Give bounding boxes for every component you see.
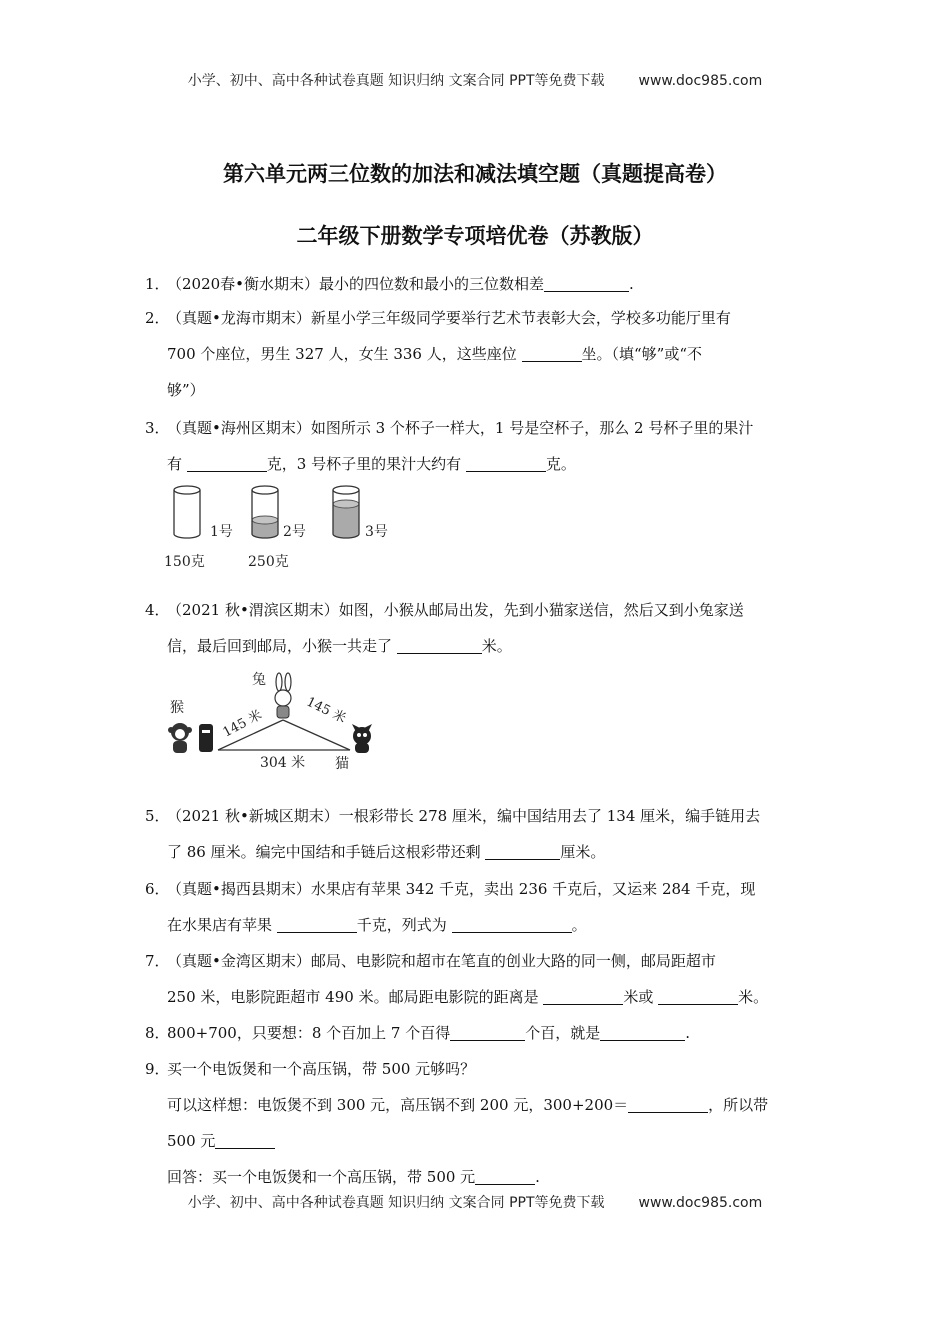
cup-3-label: 3号 [365,524,388,540]
rabbit-icon [275,673,291,718]
question-8: 8．800+700，只要想：8 个百加上 7 个百得 个百，就是 . [145,1024,691,1042]
cat-icon [352,724,372,753]
question-6: 6．（真题•揭西县期末）水果店有苹果 342 千克，卖出 236 千克后，又运来 284 千克，现 在水果店有苹果 千克，列式为 。 [145,880,756,934]
cups-figure [160,482,400,574]
answer-blank[interactable] [485,843,560,860]
answer-blank[interactable] [475,1168,535,1185]
answer-blank[interactable] [544,275,629,292]
header-site-link[interactable]: www.doc985.com [638,73,763,89]
answer-blank[interactable] [543,988,623,1005]
question-7: 7．（真题•金湾区期末）邮局、电影院和超市在笔直的创业大路的同一侧，邮局距超市 250 米，电影院距超市 490 米。邮局距电影院的距离是 米或 米。 [145,952,769,1006]
document-title: 第六单元两三位数的加法和减法填空题（真题提高卷） [223,162,727,186]
answer-blank[interactable] [658,988,738,1005]
footer-text: 小学、初中、高中各种试卷真题 知识归纳 文案合同 PPT等免费下载 [187,1195,605,1211]
cat-label: 猫 [335,756,349,772]
header-text: 小学、初中、高中各种试卷真题 知识归纳 文案合同 PPT等免费下载 [187,73,605,89]
page-header [0,70,950,90]
question-4: 4．（2021 秋•渭滨区期末）如图，小猴从邮局出发，先到小猫家送信，然后又到小兔家送 信，最后回到邮局，小猴一共走了 米。 [145,601,744,655]
distance-post-cat: 304 米 [260,755,306,771]
answer-blank[interactable] [628,1096,708,1113]
distance-rabbit-cat: 145 米 [303,694,349,727]
answer-blank[interactable] [452,916,572,933]
monkey-label: 猴 [170,700,184,716]
cup-1-label: 1号 [210,524,233,540]
cup-2 [252,486,278,538]
document-subtitle: 二年级下册数学专项培优卷（苏教版） [296,224,654,248]
question-2: 2．（真题•龙海市期末）新星小学三年级同学要举行艺术节表彰大会，学校多功能厅里有 700 个座位，男生 327 人，女生 336 人，这些座位 坐。（填“够”或“不 够”） [145,309,731,399]
answer-blank[interactable] [187,455,267,472]
answer-blank[interactable] [522,345,582,362]
answer-blank[interactable] [450,1024,525,1041]
footer-site-link[interactable]: www.doc985.com [638,1195,763,1211]
distance-monkey-rabbit: 145 米 [220,707,265,741]
cup-2-weight: 250克 [248,554,289,570]
answer-blank[interactable] [466,455,546,472]
answer-blank[interactable] [215,1132,275,1149]
route-figure [160,670,390,774]
question-9: 9．买一个电饭煲和一个高压锅，带 500 元够吗？ 可以这样想：电饭煲不到 300 元，高压锅不到 200 元，300+200＝ ，所以带 500 元 回答：买一个电饭煲和一个高压锅，带 500 元 . [145,1060,769,1186]
question-3: 3．（真题•海州区期末）如图所示 3 个杯子一样大，1 号是空杯子，那么 2 号杯子里的果汁 有 克，3 号杯子里的果汁大约有 克。 [145,419,754,473]
cup-2-label: 2号 [283,524,306,540]
cup-1 [174,486,200,538]
question-1: 1．（2020春•衡水期末）最小的四位数和最小的三位数相差 . [145,275,634,293]
question-5: 5．（2021 秋•新城区期末）一根彩带长 278 厘米，编中国结用去了 134 厘米，编手链用去 了 86 厘米。编完中国结和手链后这根彩带还剩 厘米。 [145,807,761,861]
monkey-icon [168,723,192,753]
page-footer [0,1192,950,1212]
answer-blank[interactable] [397,637,482,654]
rabbit-label: 兔 [252,672,266,688]
mailbox-icon [199,724,213,752]
cup-1-weight: 150克 [164,554,205,570]
answer-blank[interactable] [277,916,357,933]
cup-3 [333,486,359,538]
answer-blank[interactable] [600,1024,685,1041]
